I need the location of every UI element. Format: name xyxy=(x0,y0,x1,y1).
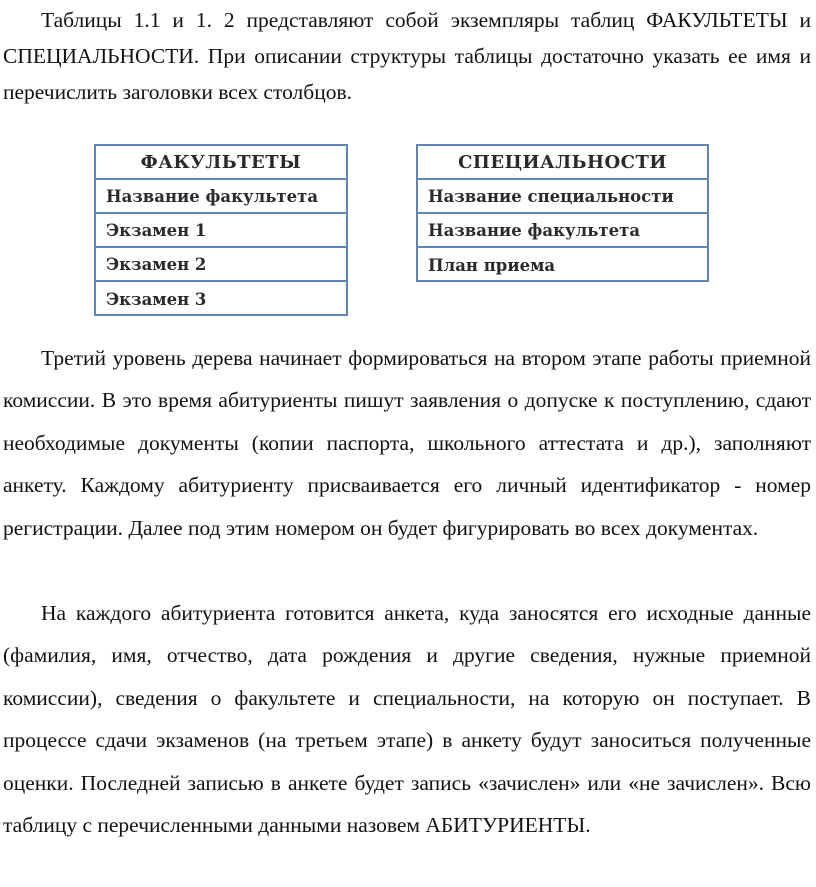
intro-paragraph xyxy=(3,2,811,110)
faculties-column-faculty-name: Название факультета xyxy=(96,180,346,214)
questionnaire-paragraph xyxy=(3,592,811,846)
third-level-paragraph xyxy=(3,337,811,549)
specialties-column-faculty-name: Название факультета xyxy=(418,214,707,248)
specialties-column-admission-plan: План приема xyxy=(428,255,556,275)
faculties-column-exam-3: Экзамен 3 xyxy=(106,289,207,309)
faculties-column-exam-2: Экзамен 2 xyxy=(96,248,346,282)
questionnaire-text: На каждого абитуриента готовится анкета, куда заносятся его исходные данные (фамилия, имя, отчество, дата рождения и другие сведения, нужные приемной комиссии), сведения о факультете и специальности, на которую он поступает. В процессе сдачи экзаменов (на третьем этапе) в анкету будут заноситься полученные оценки. Последней записью в анкете будет запись «зачислен» или «не зачислен». Всю таблицу с перечисленными данными назовем АБИТУРИЕНТЫ. xyxy=(3,601,811,838)
specialties-table-title: СПЕЦИАЛЬНОСТИ xyxy=(418,146,707,180)
intro-text: Таблицы 1.1 и 1. 2 представляют собой экземпляры таблиц ФАКУЛЬТЕТЫ и СПЕЦИАЛЬНОСТИ. При описании структуры таблицы достаточно указать ее имя и перечислить заголовки всех столбцов. xyxy=(3,8,811,104)
faculties-table xyxy=(94,144,348,316)
specialties-column-specialty-name: Название специальности xyxy=(418,180,707,214)
specialties-table xyxy=(416,144,709,282)
faculties-column-exam-1: Экзамен 1 xyxy=(96,214,346,248)
third-level-text: Третий уровень дерева начинает формироваться на втором этапе работы приемной комиссии. В это время абитуриенты пишут заявления о допуске к поступлению, сдают необходимые документы (копии паспорта, школьного аттестата и др.), заполняют анкету. Каждому абитуриенту присваивается его личный идентификатор - номер регистрации. Далее под этим номером он будет фигурировать во всех документах. xyxy=(3,346,811,540)
faculties-table-title: ФАКУЛЬТЕТЫ xyxy=(96,146,346,180)
